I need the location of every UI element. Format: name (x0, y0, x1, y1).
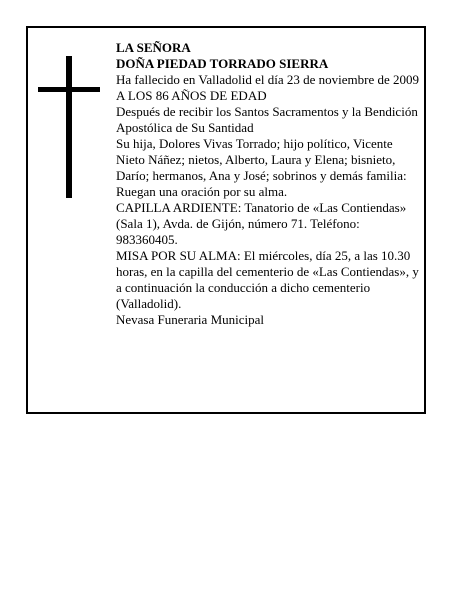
prayer-request: Ruegan una oración por su alma. (116, 184, 288, 199)
mass-info: MISA POR SU ALMA: El miércoles, día 25, a las 10.30 horas, en la capilla del cementerio de «Las Contiendas», y a continuación la conducción a dicho cementerio (Valladolid). (116, 248, 419, 311)
age-line: A LOS 86 AÑOS DE EDAD (116, 88, 267, 103)
cross-icon-bar (38, 87, 100, 92)
death-info: Ha fallecido en Valladolid el día 23 de noviembre de 2009 (116, 72, 419, 87)
cross-icon (66, 56, 72, 198)
chapel-info: CAPILLA ARDIENTE: Tanatorio de «Las Contiendas» (Sala 1), Avda. de Gijón, número 71. Teléfono: 983360405. (116, 200, 407, 247)
deceased-name: DOÑA PIEDAD TORRADO SIERRA (116, 56, 329, 71)
obituary-notice (26, 26, 426, 414)
notice-title: LA SEÑORA (116, 40, 191, 55)
notice-text (116, 40, 424, 328)
sacraments-line: Después de recibir los Santos Sacramentos y la Bendición Apostólica de Su Santidad (116, 104, 418, 135)
funeral-home: Nevasa Funeraria Municipal (116, 312, 265, 327)
family-list: Su hija, Dolores Vivas Torrado; hijo político, Vicente Nieto Náñez; nietos, Alberto, Laura y Elena; bisnieto, Darío; hermanos, Ana y José; sobrinos y demás familia: (116, 136, 407, 183)
